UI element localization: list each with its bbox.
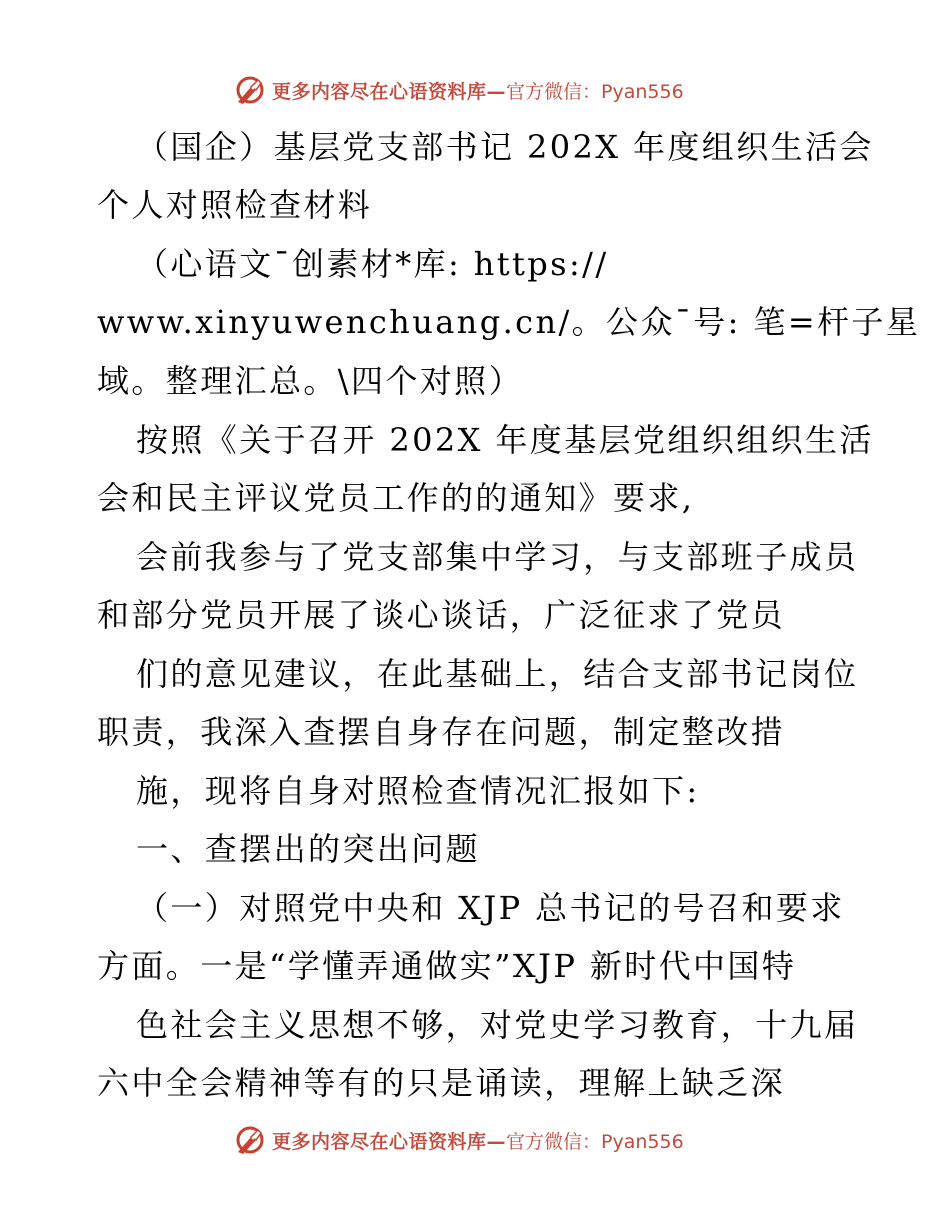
- paragraph-line: （一）对照党中央和 XJP 总书记的号召和要求: [136, 889, 845, 927]
- pen-nib-logo: [234, 1124, 266, 1156]
- source-line-3: 域。整理汇总。\四个对照）: [97, 362, 523, 400]
- title-line-2: 个人对照检查材料: [97, 186, 373, 224]
- paragraph-line: 职责，我深入查摆自身存在问题，制定整改措: [97, 713, 786, 751]
- banner-contact: 官方微信：Pyan556: [506, 1130, 684, 1153]
- footer-banner: [234, 1123, 684, 1157]
- banner-text: 更多内容尽在心语资料库—: [272, 80, 507, 103]
- title-line-1: （国企）基层党支部书记 202X 年度组织生活会: [136, 128, 874, 166]
- paragraph-line: 六中全会精神等有的只是诵读，理解上缺乏深: [97, 1064, 786, 1102]
- paragraph-line: 按照《关于召开 202X 年度基层党组织组织生活: [136, 421, 874, 459]
- paragraph-line: 色社会主义思想不够，对党史学习教育，十九届: [136, 1006, 859, 1044]
- banner-text: 更多内容尽在心语资料库—: [272, 1130, 507, 1153]
- paragraph-line: 们的意见建议，在此基础上，结合支部书记岗位: [136, 655, 859, 693]
- paragraph-line: 会和民主评议党员工作的的通知》要求,: [97, 479, 695, 517]
- paragraph-line: 和部分党员开展了谈心谈话，广泛征求了党员: [97, 596, 786, 634]
- paragraph-line: 会前我参与了党支部集中学习，与支部班子成员: [136, 538, 859, 576]
- source-line-1: （心语文¯创素材*库: https://: [136, 245, 609, 283]
- source-line-2: www.xinyuwenchuang.cn/。公众¯号: 笔=杆子星: [97, 303, 921, 341]
- paragraph-line: 方面。一是“学懂弄通做实”XJP 新时代中国特: [97, 947, 797, 985]
- section-heading: 一、查摆出的突出问题: [136, 830, 481, 868]
- banner-contact: 官方微信：Pyan556: [506, 80, 684, 103]
- paragraph-line: 施，现将自身对照检查情况汇报如下:: [136, 772, 700, 810]
